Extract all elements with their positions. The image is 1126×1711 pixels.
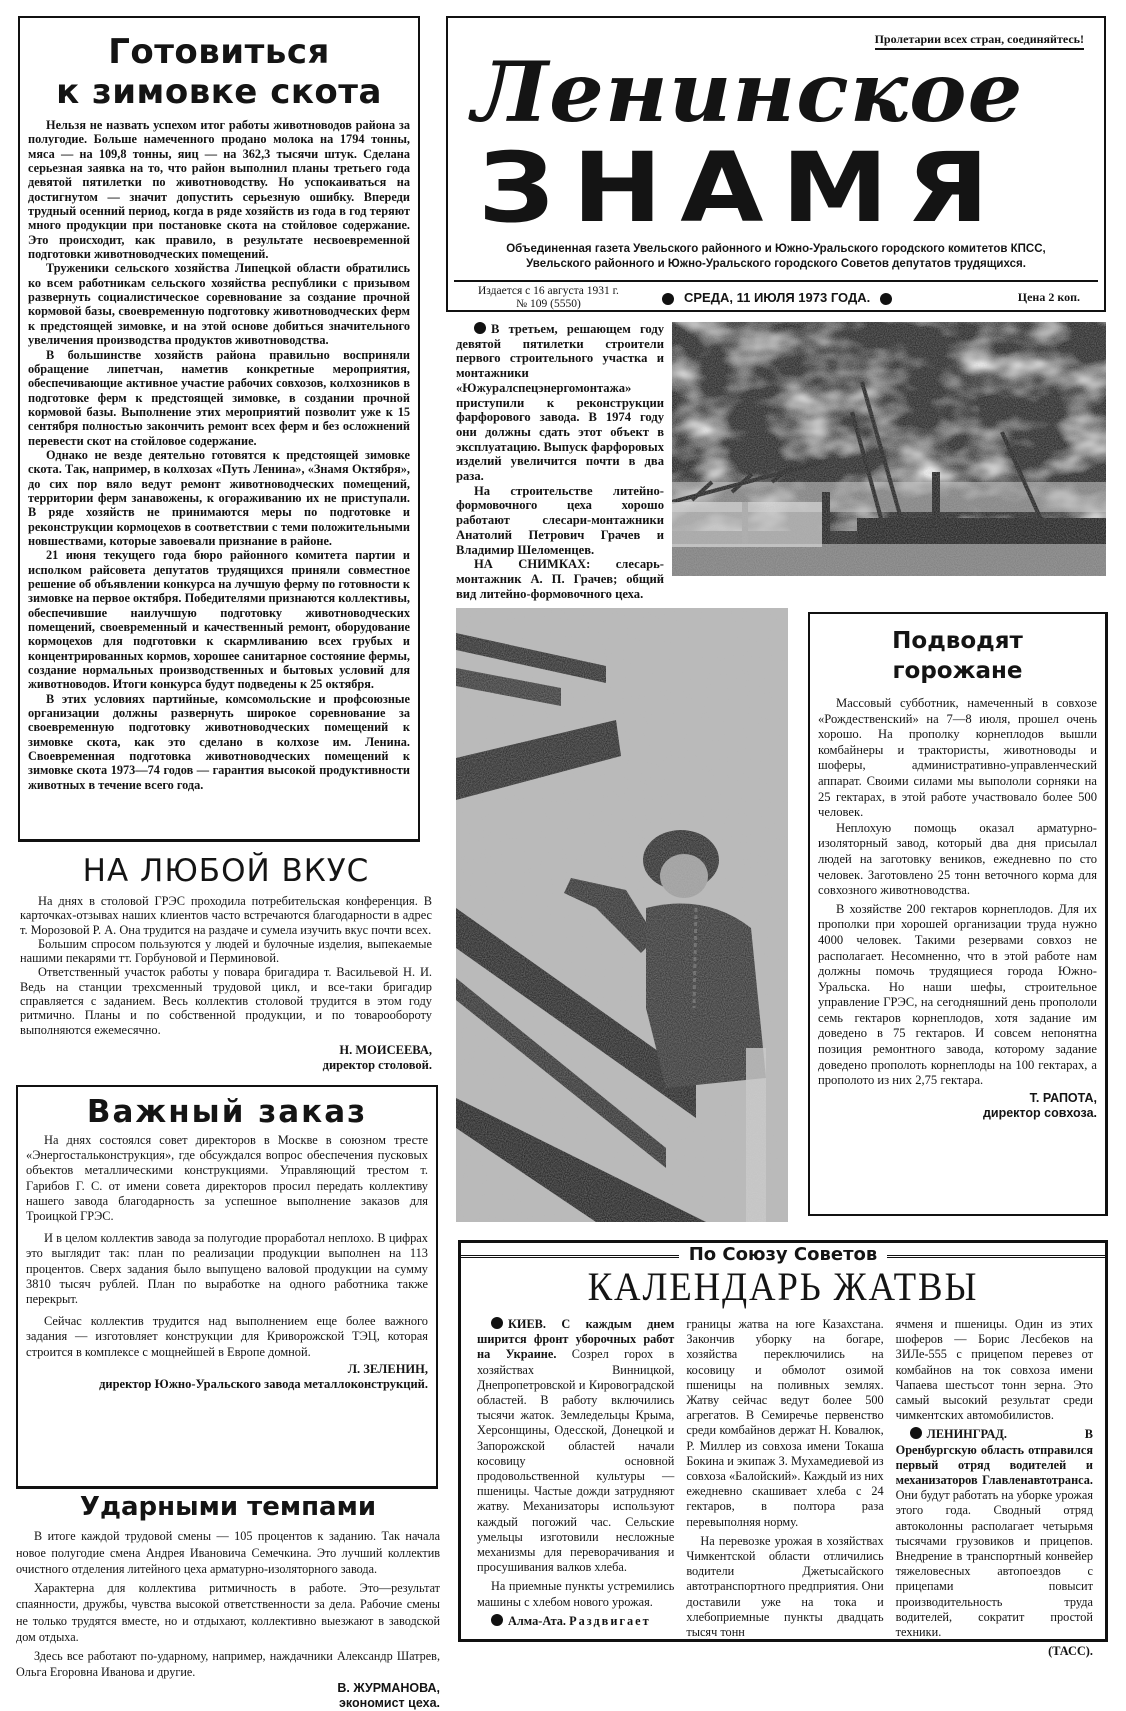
dispatch-leningrad — [896, 1427, 1093, 1640]
body: Они будут работать на уборке урожая этого года. Сводный отряд автоколонны располагает четырьмя тысячами грузовиков и прицепов. Внедрение в транспортный конвейер тяжеловесных автопоездов с прицепами повысит производительность труда водителей, сократит простой техники. — [895, 1488, 1093, 1640]
article-important-order — [16, 1085, 438, 1489]
bullet-icon — [880, 293, 892, 305]
masthead-slogan: Пролетарии всех стран, соединяйтесь! — [875, 32, 1084, 50]
issue-date-block — [652, 290, 902, 305]
paragraph — [456, 322, 664, 484]
publication-info — [478, 285, 619, 311]
bullet-icon — [491, 1317, 503, 1329]
subtitle-line-1: Объединенная газета Увельского районного и Южно-Уральского городского комитетов КПСС, — [506, 243, 1046, 255]
article-body — [20, 894, 432, 1037]
article-porcelain-factory — [456, 322, 664, 601]
paragraph: Неплохую помощь оказал арматурно-изоляторный завод, который два дня присылал людей на заготовку веников, ежедневно по сто человек. Заготовлено 25 тонн веточного корма для совхозного животноводства. — [818, 820, 1097, 898]
article-headline — [818, 626, 1097, 686]
photo-caption: НА СНИМКАХ: слесарь-монтажник А. П. Грачев; общий вид литейно-формовочного цеха. — [456, 557, 664, 601]
paragraph: На строительстве литейно-формовочного цеха хорошо работают слесари-монтажники Анатолий Петрович Грачев и Владимир Шеломенцев. — [456, 483, 664, 557]
article-body — [818, 696, 1097, 1089]
subtitle-line-2: Увельского районного и Южно-Уральского городского Советов депутатов трудящихся. — [526, 258, 1026, 270]
bullet-icon — [474, 322, 486, 334]
news-agency-credit: (ТАСС). — [1048, 1644, 1093, 1659]
issue-number: № 109 (5550) — [516, 298, 581, 310]
headline-line-1: Готовиться — [108, 32, 330, 72]
byline — [20, 1043, 432, 1073]
lead: Раздвигает — [569, 1613, 651, 1628]
paragraph: На днях в столовой ГРЭС проходила потребительская конференция. В карточках-отзывах наших клиентов часто встречаются благодарности в адрес т. Морозовой Р. А. Она трудится на раздаче и сумела изучить вкус почти всех. — [20, 894, 432, 937]
paragraph: На днях состоялся совет директоров в Москве в союзном тресте «Энергостальконструкция», где обсуждался вопрос обеспечения пусковых объектов металлическими конструкциями. Управляющий трестом т. Гарибов Г. С. от имени совета директоров просил передать коллективу нашего завода благодарность за успешное выполнение заказов для Троицкой ГРЭС. — [26, 1133, 428, 1224]
lead: С каждым днем ширится фронт уборочных работ на Украине. — [477, 1317, 675, 1362]
article-body — [456, 322, 664, 601]
author-name: В. ЖУРМАНОВА, — [337, 1680, 440, 1695]
byline — [26, 1362, 428, 1392]
paragraph-text: В третьем, решающем году девятой пятилетки строители первого строительного участка и монтажники «Южуралспецэнергомонтажа» приступили к реконструкции фарфорового завода. В 1974 году они должны сдать этот объект в эксплуатацию. Выпуск фарфоровых изделий увеличится почти в два раза. — [456, 322, 664, 484]
column-2 — [686, 1317, 883, 1659]
headline-line-1: Подводят — [892, 628, 1023, 654]
paragraph: Массовый субботник, намеченный в совхозе «Рождественский» на 7—8 июля, прошел очень хорошо. На прополку корнеплодов вышли комбайнеры и трактористы, животноводы и шоферы, административно-управленческий аппарат. Своими силами мы выпололи сорняки на 25 гектарах, в этой работе участвовало более 500 человек. — [818, 696, 1097, 820]
paragraph: На перевозке урожая в хозяйствах Чимкентской области отличились водители Джетысайского автотранспортного предприятия. Они доставили уже на тока и хлебоприемные пункты двадцать тысяч тонн — [686, 1533, 884, 1640]
article-townsfolk — [808, 612, 1108, 1216]
masthead-subtitle — [468, 242, 1084, 272]
paragraph: И в целом коллектив завода за полугодие проработал неплохо. В цифрах это выглядит так: план по реализации продукции выполнен на 113 процентов. Сверх задания было выпущено валовой продукции на сумму 3810 тысяч рублей. План по выработке на одного работника также перекрыт. — [26, 1231, 428, 1307]
paragraph: 21 июня текущего года бюро районного комитета партии и исполком райсовета депутатов трудящихся приняли совместное решение об объявлении конкурса на лучшую ферму по готовности к зимовке на первое октября. Победителями признаются коллективы, обеспечившие наилучшую подготовку животноводческих помещений, своевременный и качественный ремонт, оборудование кормоцехов для подготовки к скармливанию всех грубых и концентрированных кормов, хорошее санитарное состояние фермы, создание нормальных производственных и бытовых условий для животноводов. Итоги конкурса будут подведены к 25 октября. — [28, 548, 410, 692]
article-columns — [477, 1317, 1093, 1659]
article-shock-pace — [16, 1490, 440, 1711]
paragraph: На приемные пункты устремились машины с хлебом нового урожая. — [477, 1579, 675, 1609]
paragraph: Однако не везде деятельно готовятся к предстоящей зимовке скота. Так, например, в колхозах «Путь Ленина», «Знамя Октября», до сих пор вяло ведут ремонт животноводческих помещений, территории ферм занавожены, к огораживанию их не приступали. В ряде хозяйств не принимаются меры по подготовке и реконструкции кормоцехов в соответствии с теми положительными новшествами, которые завоевали признание в районе. — [28, 447, 410, 548]
author-role: экономист цеха. — [339, 1695, 440, 1710]
article-body — [26, 1133, 428, 1360]
article-headline: НА ЛЮБОЙ ВКУС — [82, 853, 370, 889]
author-role: директор столовой. — [322, 1057, 432, 1072]
paragraph: Здесь все работают по-ударному, например, наждачники Александр Шатрев, Ольга Егоровна Иванова и другие. — [16, 1648, 440, 1679]
article-any-taste — [20, 852, 432, 1073]
established-date: Издается с 16 августа 1931 г. — [478, 285, 619, 297]
author-role: директор Южно-Уральского завода металлоконструкций. — [99, 1376, 428, 1391]
bullet-icon — [910, 1427, 922, 1439]
paragraph: ячменя и пшеницы. Один из этих шоферов — Борис Лесбеков на ЗИЛе-555 с прицепом перевез от комбайнов на ток совхоза имени Чапаева шестьсот тонн зерна. Это самый высокий результат среди чимкентских автомобилистов. — [895, 1317, 1093, 1423]
newspaper-title-line-1: Ленинское — [472, 45, 1024, 141]
construction-cranes-image — [672, 322, 1106, 576]
bullet-icon — [491, 1614, 503, 1626]
paragraph: В итоге каждой трудовой смены — 105 процентов к заданию. Так начала новое полугодие смена Андрея Ивановича Семечкина. Это лучший коллектив очистного отделения литейного цеха арматурно-изоляторного завода. — [16, 1529, 440, 1576]
body: Созрел горох в хозяйствах Винницкой, Днепропетровской и Кировоградской областей. В работу включились тысячи жаток. Земледельцы Крыма, Херсонщины, Одесской, Донецкой и Запорожской областей начали косовицу основной продовольственной культуры — пшеницы. Частые дожди затрудняют жатву. Механизаторы используют каждый погожий час. Сельские умельцы изготовили несложные механизмы для переворачивания и просушивания валков хлеба. — [477, 1347, 675, 1575]
dispatch-kiev — [477, 1317, 674, 1575]
author-role: директор совхоза. — [982, 1105, 1097, 1120]
newspaper-title-line-2: ЗНАМЯ — [478, 132, 1007, 244]
article-headline — [28, 32, 410, 112]
dateline: КИЕВ. — [508, 1317, 546, 1331]
paragraph: Сейчас коллектив трудится над выполнением еще более важного задания — изготовляет конструкции для Криворожской ТЭЦ, которая строится в комплексе с мощнейшей в Европе домной. — [26, 1314, 428, 1359]
article-headline: КАЛЕНДАРЬ ЖАТВЫ — [587, 1264, 979, 1309]
paragraph: Большим спросом пользуются у людей и булочные изделия, выпекаемые нашими пекарями тт. Горбуновой и Перминовой. — [20, 936, 432, 966]
dateline: Алма-Ата. — [508, 1613, 566, 1628]
price: Цена 2 коп. — [1017, 290, 1080, 304]
paragraph: В этих условиях партийные, комсомольские и профсоюзные организации должны развернуть широкое соревнование за своевременную подготовку животноводческих помещений к зимовке скота, как это сделано в колхозе им. Ленина. Своевременная подготовка животноводческих помещений к зимовке скота 1973—74 годов — гарантия высокой продуктивности животных в течение всего года. — [28, 691, 410, 792]
article-harvest-calendar — [458, 1240, 1108, 1659]
kicker-text: По Союзу Советов — [679, 1244, 888, 1265]
author-name: Л. ЗЕЛЕНИН, — [347, 1361, 428, 1376]
article-headline: Важный заказ — [86, 1094, 368, 1130]
paragraph: Ответственный участок работы у повара бригадира т. Васильевой Н. И. Ведь на станции трехсменный трудовой цикл, и все-таки бригадир справляется с заданием. Весь коллектив столовой трудится в этом году ритмично. Планы и по собственной продукции, и по товарообороту выполняются ежемесячно. — [20, 965, 432, 1037]
fitter-on-steel-beams-image — [456, 608, 788, 1222]
masthead-info-bar — [454, 280, 1098, 312]
photo-construction-site — [672, 322, 1106, 576]
author-name: Т. РАПОТА, — [1029, 1090, 1097, 1105]
column-3 — [896, 1317, 1093, 1659]
byline — [818, 1091, 1097, 1121]
dispatch-almaty — [477, 1614, 674, 1629]
column-1 — [477, 1317, 674, 1659]
headline-line-2: к зимовке скота — [56, 72, 382, 112]
bullet-icon — [662, 293, 674, 305]
issue-date: СРЕДА, 11 ИЮЛЯ 1973 ГОДА. — [684, 290, 871, 305]
dateline: ЛЕНИНГРАД. — [926, 1427, 1007, 1442]
section-kicker — [461, 1245, 1105, 1265]
paragraph: Характерна для коллектива ритмичность в работе. Это—результат спаянности, дружбы, чувства высокой ответственности за дела. Рабочие смены не только трудятся вместе, но и отдыхают, коллективно выезжают в заводской дом отдыха. — [16, 1580, 440, 1644]
paragraph: В хозяйстве 200 гектаров корнеплодов. Для их прополки при хорошей организации труда нужно 4000 человек. Такими резервами совхоз не располагает. Несомненно, что в этой работе нам должны помочь трудящиеся города Южно-Уральска. Но наши шефы, строительное управление ГРЭС, на сегодняшний день пропололи семь гектаров корнеплодов, хотя задание им доведено в 75 гектаров. И совсем непонятна позиция ремонтного завода, которому задание доведено прополоть корнеплоды на 100 гектарах, а прополото из них 2,75 гектара. — [818, 901, 1097, 1088]
headline-line-2: горожане — [892, 658, 1023, 684]
lead: В Оренбургскую область отправился первый отряд водителей и механизаторов Главленавтотранса. — [895, 1427, 1093, 1488]
paragraph: границы жатва на юге Казахстана. Закончив уборку на богаре, хозяйства переключились на косовицу и обмолот озимой пшеницы на поливных землях. Жатву сейчас ведут более 500 агрегатов. В Семиречье первенство среди комбайнов держат Н. Ковалюк, Р. Миллер из совхоза имени Токаша Бокина и экипаж З. Мухамедиевой из совхоза «Балойский». Каждый из них ежедневно скашивает хлеба с 24 гектаров, в полтора раза перевыполняя норму. — [686, 1317, 884, 1529]
paragraph: В большинстве хозяйств района правильно восприняли обращение липетчан, наметив конкретные мероприятия, обеспечивающие активное участие рабочих совхозов, колхозников в подготовке ферм к предстоящей зимовке, в создании прочной кормовой базы. Выполнение этих мероприятий позволит уже к 15 сентября полностью закончить ремонт всех ферм и без осложнений перевести скот на стойловое содержание. — [28, 347, 410, 448]
paragraph: Труженики сельского хозяйства Липецкой области обратились ко всем работникам сельского хозяйства республики с призывом развернуть социалистическое соревнование за создание прочной кормовой базы, своевременную подготовку животноводческих ферм к предстоящей зимовке, и на этой основе добиться значительного увеличения производства продуктов животноводства. — [28, 261, 410, 348]
article-body — [16, 1528, 440, 1681]
byline — [16, 1681, 440, 1711]
article-winter-livestock — [18, 16, 420, 842]
article-body — [28, 118, 410, 792]
masthead — [446, 16, 1106, 312]
photo-fitter-portrait — [456, 608, 788, 1222]
author-name: Н. МОИСЕЕВА, — [339, 1042, 432, 1057]
article-headline: Ударными темпами — [79, 1492, 377, 1522]
paragraph: Нельзя не назвать успехом итог работы животноводов района за полугодие. Больше намеченного продано молока на 1794 тонны, мяса — на 109,8 тонны, яиц — на 362,3 тысячи штук. Сделана серьезная заявка на то, что район выполнил планы третьего года девятой пятилетки по животноводству. Но успокаиваться на достигнутом — значит допустить серьезную ошибку. Впереди трудный осенний период, когда в ряде хозяйств из года в год теряют много продукции при постановке скота на стойловое содержание. Это происходит, как правило, в результате несвоевременной подготовки животноводческих помещений. — [28, 118, 410, 262]
